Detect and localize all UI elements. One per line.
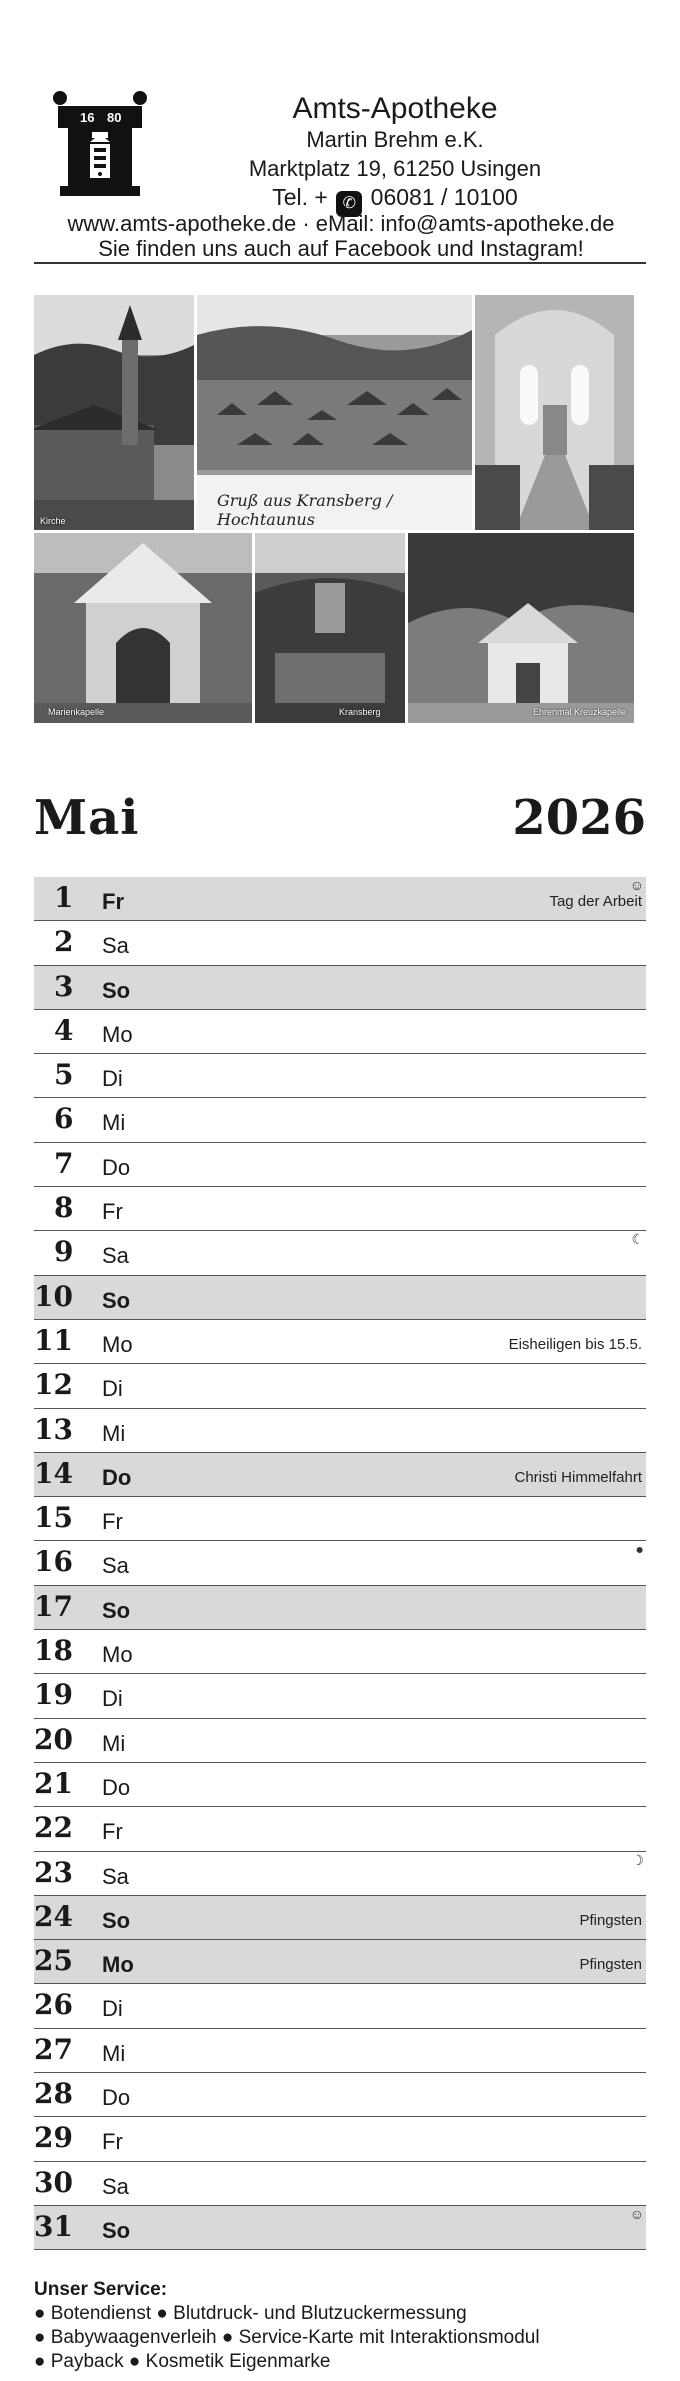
service-box xyxy=(34,2278,646,2374)
weekday: Di xyxy=(102,1686,123,1712)
day-row xyxy=(34,1143,646,1187)
weekday: Mi xyxy=(102,1110,126,1136)
weekday: Di xyxy=(102,1066,123,1092)
day-row xyxy=(34,1763,646,1807)
caption-greeting: Gruß aus Kransberg / Hochtaunus xyxy=(217,491,393,529)
pharmacy-address: Marktplatz 19, 61250 Usingen xyxy=(248,156,542,181)
caption-kransberg: Kransberg xyxy=(339,707,381,717)
day-number: 18 xyxy=(34,1634,73,1668)
day-row xyxy=(34,921,646,965)
day-number: 19 xyxy=(34,1678,73,1712)
day-row xyxy=(34,1320,646,1364)
weekday: Sa xyxy=(102,2173,129,2199)
service-line-3: ● Payback ● Kosmetik Eigenmarke xyxy=(34,2351,331,2372)
weekday: Do xyxy=(102,2085,131,2111)
moon-phase-icon: ☾ xyxy=(631,1231,644,1248)
weekday: Do xyxy=(102,1154,131,1180)
weekday: Sa xyxy=(102,1243,129,1269)
day-note: Pfingsten xyxy=(579,1956,642,1974)
day-row xyxy=(34,1896,646,1940)
weekday: Do xyxy=(102,1774,131,1800)
photo-church xyxy=(34,295,194,530)
day-number: 30 xyxy=(34,2165,73,2199)
day-number: 14 xyxy=(34,1456,73,1490)
service-line-2: ● Babywaagenverleih ● Service-Karte mit Interaktionsmodul xyxy=(34,2327,540,2348)
day-row xyxy=(34,1586,646,1630)
day-row xyxy=(34,2117,646,2161)
day-number: 24 xyxy=(34,1899,73,1933)
day-row xyxy=(34,1807,646,1851)
caption-church: Kirche xyxy=(40,516,66,526)
day-number: 8 xyxy=(54,1191,74,1225)
day-note: Pfingsten xyxy=(579,1911,642,1929)
day-number: 31 xyxy=(34,2209,73,2243)
day-row xyxy=(34,1098,646,1142)
day-number: 17 xyxy=(34,1589,73,1623)
weekday: Di xyxy=(102,1376,123,1402)
weekday: Mo xyxy=(102,1642,133,1668)
weekday: So xyxy=(102,1597,131,1623)
day-number: 25 xyxy=(34,1944,73,1978)
day-list xyxy=(34,877,646,2250)
photo-marienkapelle xyxy=(34,533,252,723)
weekday: Sa xyxy=(102,933,129,959)
day-note: Christi Himmelfahrt xyxy=(514,1468,642,1486)
logo-year-right: 80 xyxy=(107,110,122,125)
caption-memorial: Ehrenmal Kreuzkapelle xyxy=(532,707,626,717)
weekday: So xyxy=(102,2217,131,2243)
weekday: Mi xyxy=(102,1420,126,1446)
weekday: Mi xyxy=(102,2040,126,2066)
photo-castle xyxy=(255,533,405,723)
day-number: 6 xyxy=(54,1102,74,1136)
weekday: Mo xyxy=(102,1952,134,1978)
pharmacy-owner: Martin Brehm e.K. xyxy=(306,127,484,152)
day-number: 9 xyxy=(54,1235,74,1269)
pharmacy-name: Amts-Apotheke xyxy=(292,92,498,125)
day-number: 26 xyxy=(34,1988,73,2022)
weekday: Fr xyxy=(102,1199,123,1225)
day-row xyxy=(34,1276,646,1320)
day-row xyxy=(34,966,646,1010)
day-number: 23 xyxy=(34,1855,73,1889)
weekday: Fr xyxy=(102,889,124,914)
day-row xyxy=(34,1984,646,2028)
year-title: 2026 xyxy=(512,790,646,846)
caption-marienkapelle: Marienkapelle xyxy=(48,707,105,717)
day-number: 2 xyxy=(54,925,74,959)
moon-phase-icon: ☺ xyxy=(629,877,644,893)
day-number: 15 xyxy=(34,1501,73,1535)
day-row xyxy=(34,1674,646,1718)
day-row xyxy=(34,1630,646,1674)
day-note: Eisheiligen bis 15.5. xyxy=(508,1335,642,1353)
header-divider xyxy=(34,262,646,264)
day-number: 12 xyxy=(34,1368,73,1402)
logo-year-left: 16 xyxy=(80,110,95,125)
weekday: Do xyxy=(102,1464,132,1490)
weekday: So xyxy=(102,1287,131,1313)
day-number: 10 xyxy=(34,1279,73,1313)
day-row xyxy=(34,2029,646,2073)
day-row xyxy=(34,1187,646,1231)
day-number: 28 xyxy=(34,2077,73,2111)
day-row xyxy=(34,1541,646,1585)
weekday: So xyxy=(102,977,131,1003)
day-number: 20 xyxy=(34,1722,73,1756)
weekday: Mo xyxy=(102,1331,133,1357)
day-number: 22 xyxy=(34,1811,73,1845)
pharmacy-web-email: www.amts-apotheke.de · eMail: info@amts-apotheke.de xyxy=(67,211,615,236)
weekday: Sa xyxy=(102,1553,129,1579)
day-row xyxy=(34,1409,646,1453)
day-row xyxy=(34,1364,646,1408)
service-line-1: ● Botendienst ● Blutdruck- und Blutzuckermessung xyxy=(34,2303,467,2324)
day-number: 3 xyxy=(54,969,74,1003)
day-row xyxy=(34,1010,646,1054)
weekday: Fr xyxy=(102,2129,123,2155)
pharmacy-logo xyxy=(50,88,150,198)
weekday: So xyxy=(102,1907,131,1933)
day-row xyxy=(34,1719,646,1763)
weekday: Mi xyxy=(102,1730,126,1756)
weekday: Fr xyxy=(102,1509,123,1535)
day-row xyxy=(34,1852,646,1896)
day-row xyxy=(34,2073,646,2117)
day-row xyxy=(34,1497,646,1541)
day-number: 7 xyxy=(54,1146,74,1180)
day-number: 16 xyxy=(34,1545,73,1579)
tel-number: 06081 / 10100 xyxy=(370,184,518,210)
day-row xyxy=(34,1054,646,1098)
day-row xyxy=(34,2206,646,2250)
day-number: 11 xyxy=(34,1323,73,1357)
day-row xyxy=(34,1231,646,1275)
whatsapp-icon: ✆ xyxy=(336,191,362,217)
weekday: Fr xyxy=(102,1819,123,1845)
moon-phase-icon: ☽ xyxy=(631,1851,644,1868)
month-title: Mai xyxy=(34,790,140,846)
day-row xyxy=(34,2162,646,2206)
day-number: 5 xyxy=(54,1058,74,1092)
pharmacy-social: Sie finden uns auch auf Facebook und Instagram! xyxy=(98,236,584,261)
day-number: 13 xyxy=(34,1412,73,1446)
day-row xyxy=(34,877,646,921)
moon-phase-icon: ☺ xyxy=(629,2205,644,2222)
weekday: Mo xyxy=(102,1021,133,1047)
weekday: Di xyxy=(102,1996,123,2022)
day-note: Tag der Arbeit xyxy=(549,893,642,910)
service-title: Unser Service: xyxy=(34,2279,168,2300)
photo-village xyxy=(197,295,472,530)
day-row xyxy=(34,1940,646,1984)
weekday: Sa xyxy=(102,1863,129,1889)
day-number: 21 xyxy=(34,1766,73,1800)
day-number: 29 xyxy=(34,2121,73,2155)
day-number: 27 xyxy=(34,2032,73,2066)
tel-prefix: Tel. + xyxy=(272,184,328,210)
photo-memorial xyxy=(408,533,634,723)
photo-interior xyxy=(475,295,634,530)
moon-phase-icon: ● xyxy=(635,1541,644,1558)
day-row xyxy=(34,1453,646,1497)
photo-collage xyxy=(34,295,634,723)
day-number: 4 xyxy=(54,1013,74,1047)
day-number: 1 xyxy=(54,881,74,914)
